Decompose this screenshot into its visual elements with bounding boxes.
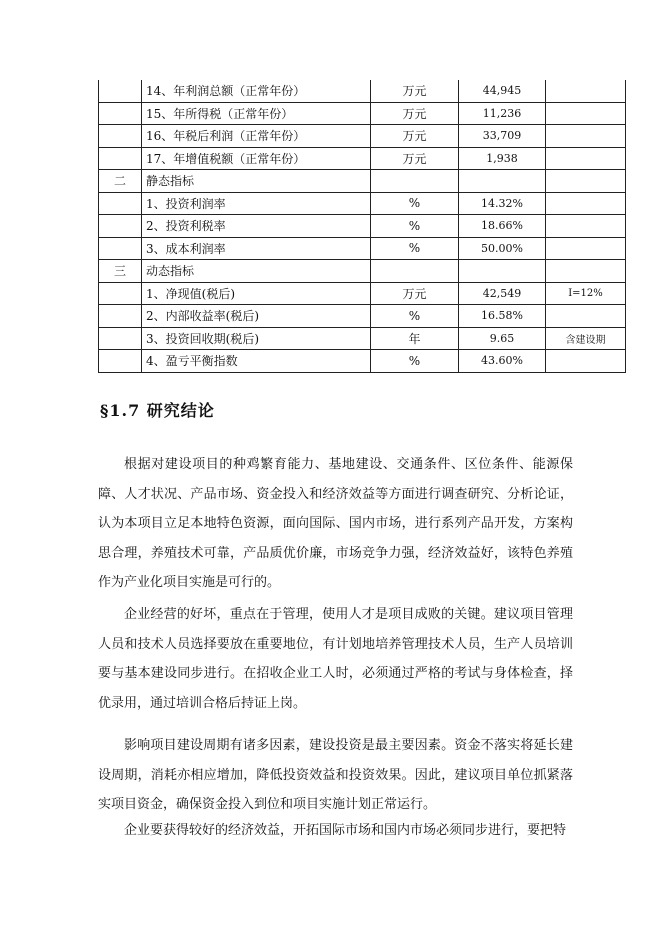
- table-row: [99, 237, 626, 260]
- indicator-name-cell: 14、年利润总额（正常年份）: [142, 80, 371, 102]
- indicator-name-cell: 3、投资回收期(税后): [142, 327, 371, 350]
- indicator-name-cell: 动态指标: [142, 260, 371, 283]
- value-cell: [459, 170, 546, 193]
- unit-cell: [371, 260, 459, 283]
- note-cell: [546, 215, 626, 238]
- value-cell: [459, 260, 546, 283]
- table-row: [99, 125, 626, 148]
- note-cell: [546, 80, 626, 102]
- table-row: [99, 102, 626, 125]
- note-cell: [546, 192, 626, 215]
- value-cell: 44,945: [459, 80, 546, 102]
- value-cell: 14.32%: [459, 192, 546, 215]
- value-cell: 33,709: [459, 125, 546, 148]
- row-number-cell: 三: [99, 260, 142, 283]
- note-cell: [546, 102, 626, 125]
- row-number-cell: [99, 305, 142, 328]
- row-number-cell: [99, 282, 142, 305]
- unit-cell: 万元: [371, 282, 459, 305]
- indicator-name-cell: 3、成本利润率: [142, 237, 371, 260]
- value-cell: 1,938: [459, 147, 546, 170]
- table-row: [99, 350, 626, 373]
- table-row: [99, 192, 626, 215]
- unit-cell: 万元: [371, 80, 459, 102]
- value-cell: 16.58%: [459, 305, 546, 328]
- value-cell: 11,236: [459, 102, 546, 125]
- paragraph-2: 企业经营的好坏，重点在于管理，使用人才是项目成败的关键。建议项目管理人员和技术人员选择要放在重要地位，有计划地培养管理技术人员，生产人员培训要与基本建设同步进行。在招收企业工人时，必须通过严格的考试与身体检查，择优录用，通过培训合格后持证上岗。: [98, 607, 573, 711]
- value-cell: 43.60%: [459, 350, 546, 373]
- row-number-cell: 二: [99, 170, 142, 193]
- row-number-cell: [99, 237, 142, 260]
- row-number-cell: [99, 102, 142, 125]
- paragraph-1: 根据对建设项目的种鸡繁育能力、基地建设、交通条件、区位条件、能源保障、人才状况、产品市场、资金投入和经济效益等方面进行调查研究、分析论证，认为本项目立足本地特色资源，面向国际、国内市场，进行系列产品开发，方案构思合理，养殖技术可靠，产品质优价廉，市场竞争力强，经济效益好，该特色养殖作为产业化项目实施是可行的。: [98, 457, 573, 591]
- note-cell: [546, 237, 626, 260]
- indicator-name-cell: 4、盈亏平衡指数: [142, 350, 371, 373]
- unit-cell: %: [371, 237, 459, 260]
- unit-cell: 年: [371, 327, 459, 350]
- note-cell: 含建设期: [546, 327, 626, 350]
- indicators-table: [98, 80, 626, 373]
- row-number-cell: [99, 80, 142, 102]
- table-row: [99, 80, 626, 102]
- row-number-cell: [99, 125, 142, 148]
- indicator-name-cell: 1、投资利润率: [142, 192, 371, 215]
- note-cell: [546, 125, 626, 148]
- paragraph-3: 影响项目建设周期有诸多因素，建设投资是最主要因素。资金不落实将延长建设周期，消耗亦相应增加，降低投资效益和投资效果。因此，建议项目单位抓紧落实项目资金，确保资金投入到位和项目实施计划正常运行。: [98, 738, 573, 813]
- value-cell: 42,549: [459, 282, 546, 305]
- note-cell: [546, 260, 626, 283]
- table-row: [99, 147, 626, 170]
- indicator-name-cell: 16、年税后利润（正常年份）: [142, 125, 371, 148]
- unit-cell: %: [371, 350, 459, 373]
- note-cell: I=12%: [546, 282, 626, 305]
- table-row: [99, 305, 626, 328]
- unit-cell: [371, 170, 459, 193]
- indicator-name-cell: 2、内部收益率(税后): [142, 305, 371, 328]
- table-row: [99, 282, 626, 305]
- value-cell: 18.66%: [459, 215, 546, 238]
- unit-cell: 万元: [371, 147, 459, 170]
- row-number-cell: [99, 215, 142, 238]
- table-row: [99, 170, 626, 193]
- table-row: [99, 327, 626, 350]
- indicator-name-cell: 1、净现值(税后): [142, 282, 371, 305]
- value-cell: 50.00%: [459, 237, 546, 260]
- note-cell: [546, 147, 626, 170]
- row-number-cell: [99, 350, 142, 373]
- note-cell: [546, 305, 626, 328]
- section-title: §1.7 研究结论: [100, 401, 215, 420]
- indicator-name-cell: 17、年增值税额（正常年份）: [142, 147, 371, 170]
- value-cell: 9.65: [459, 327, 546, 350]
- unit-cell: 万元: [371, 125, 459, 148]
- table-row: [99, 260, 626, 283]
- unit-cell: %: [371, 215, 459, 238]
- row-number-cell: [99, 327, 142, 350]
- unit-cell: %: [371, 305, 459, 328]
- note-cell: [546, 170, 626, 193]
- table-row: [99, 215, 626, 238]
- unit-cell: 万元: [371, 102, 459, 125]
- unit-cell: %: [371, 192, 459, 215]
- row-number-cell: [99, 147, 142, 170]
- row-number-cell: [99, 192, 142, 215]
- note-cell: [546, 350, 626, 373]
- paragraph-4: 企业要获得较好的经济效益，开拓国际市场和国内市场必须同步进行，要把特: [124, 823, 567, 838]
- indicator-name-cell: 15、年所得税（正常年份）: [142, 102, 371, 125]
- indicator-name-cell: 静态指标: [142, 170, 371, 193]
- indicator-name-cell: 2、投资利税率: [142, 215, 371, 238]
